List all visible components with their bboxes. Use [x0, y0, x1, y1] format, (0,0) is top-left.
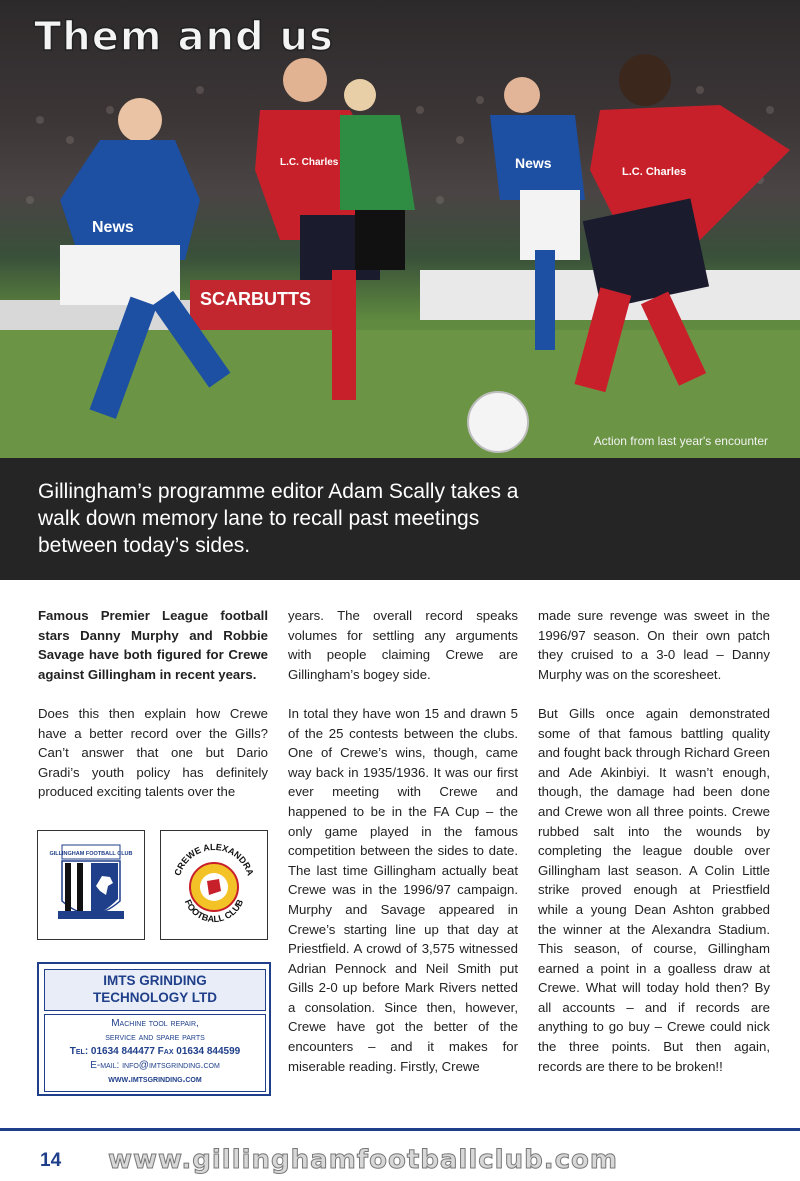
svg-text:News: News [92, 219, 134, 236]
advert-body [44, 1014, 266, 1092]
paragraph: made sure revenge was sweet in the 1996/97 season. On their own patch they cruised to a 3-0 lead – Danny Murphy was on the scoresheet. [538, 608, 770, 682]
crewe-crest [160, 830, 268, 940]
advert-name-line1: IMTS GRINDING [103, 973, 207, 988]
advert-line: Machine tool repair, [111, 1018, 199, 1029]
standfirst: Gillingham’s programme editor Adam Scally takes a walk down memory lane to recall past meetings between today’s sides. [38, 480, 519, 557]
gillingham-crest [37, 830, 145, 940]
lead-paragraph: Famous Premier League football stars Danny Murphy and Robbie Savage have both figured for Crewe against Gillingham in recent years. [38, 608, 268, 682]
svg-text:L.C. Charles: L.C. Charles [280, 157, 339, 168]
svg-text:GILLINGHAM FOOTBALL CLUB: GILLINGHAM FOOTBALL CLUB [49, 851, 133, 857]
advert-name-line2: TECHNOLOGY LTD [93, 990, 217, 1005]
advert-header [44, 969, 266, 1011]
article-column-2 [288, 606, 518, 1096]
footer-rule [0, 1128, 800, 1131]
football [468, 392, 528, 452]
imts-advert [37, 962, 271, 1096]
page-number: 14 [40, 1150, 62, 1171]
paragraph: In total they have won 15 and drawn 5 of the 25 contests between the clubs. One of Crewe’s wins, though, came way back in 1935/1936. It was our first ever meeting with Crewe and happened to be in the FA Cup – the only game played in the famous competition between the sides to date. The last time Gillingham actually beat Crewe was in the 1996/97 campaign. Murphy and Savage appeared in Crewe’s starting line up that day at Priestfield. A crowd of 3,575 witnessed Adrian Pennock and Neil Smith put Gills 2-0 up before Mark Rivers netted a consolation. Since then, however, Crewe have got the better of the encounters – and it makes for miserable reading. Firstly, Crewe [288, 705, 518, 1074]
svg-text:L.C. Charles: L.C. Charles [622, 166, 687, 178]
svg-text:News: News [515, 155, 552, 171]
article-column-1 [38, 606, 268, 822]
board-text: SCARBUTTS [200, 289, 311, 309]
page-title: Them and us [34, 14, 334, 60]
photo-caption: Action from last year's encounter [593, 434, 768, 448]
website-url: www.gillinghamfootballclub.com [108, 1145, 618, 1175]
svg-text:FOOTBALL CLUB: FOOTBALL CLUB [182, 897, 246, 925]
svg-text:CREWE ALEXANDRA: CREWE ALEXANDRA [172, 841, 256, 877]
match-photo-illustration [0, 0, 800, 458]
hero-photo [0, 0, 800, 458]
advert-web: www.imtsgrinding.com [108, 1074, 202, 1085]
advert-line: service and spare parts [105, 1032, 205, 1043]
paragraph: years. The overall record speaks volumes for settling any arguments with people claiming Crewe are Gillingham’s bogey side. [288, 608, 518, 682]
advert-phone: Tel: 01634 844477 Fax 01634 844599 [69, 1046, 241, 1057]
paragraph: But Gills once again demonstrated some of that famous battling quality and fought back through Richard Green and Ade Akinbiyi. It wasn’t enough, though, the damage had been done and Crewe won all three points. Crewe rubbed salt into the wounds by completing the league double over Gillingham last season. A Colin Little strike proved enough at Priestfield while a young Dean Ashton grabbed the winner at the Alexandra Stadium. This season, of course, Gillingham earned a point in a goalless draw at Crewe. What will today hold then? By all accounts – and if records are anything to go buy – Crewe could nick the three points. But then again, records are there to be broken!! [538, 705, 770, 1074]
article-column-3 [538, 606, 770, 1096]
paragraph: Does this then explain how Crewe have a better record over the Gills? Can’t answer that one but Dario Gradi’s youth policy has definitely produced exciting talents over the [38, 705, 268, 800]
advert-email: E-mail: info@imtsgrinding.com [90, 1060, 220, 1071]
